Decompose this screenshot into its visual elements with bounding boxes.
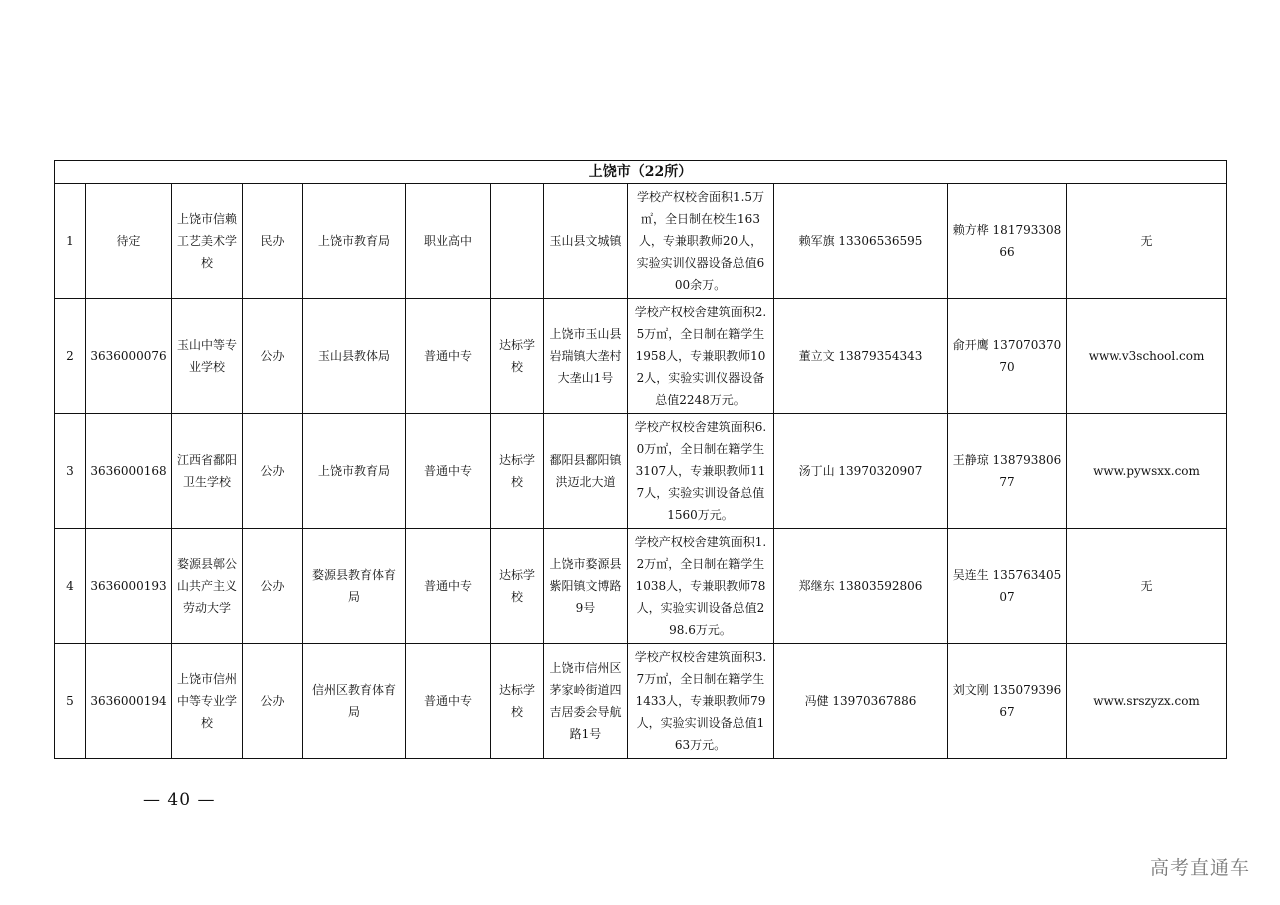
- school-code: 3636000076: [86, 299, 172, 414]
- school-level: 普通中专: [406, 414, 491, 529]
- watermark-text: 高考直通车: [1149, 857, 1250, 879]
- school-details: 学校产权校舍建筑面积6.0万㎡，全日制在籍学生3107人，专兼职教师117人，实验实训设备总值1560万元。: [628, 414, 774, 529]
- qualification-status: [491, 184, 544, 299]
- principal-contact: 赖军旗 13306536595: [774, 184, 948, 299]
- row-number: 4: [55, 529, 86, 644]
- school-website: www.pywsxx.com: [1067, 414, 1227, 529]
- principal-contact: 郑继东 13803592806: [774, 529, 948, 644]
- school-address: 上饶市信州区茅家岭街道四吉居委会导航路1号: [544, 644, 628, 759]
- school-website: 无: [1067, 184, 1227, 299]
- row-number: 3: [55, 414, 86, 529]
- principal-contact: 冯健 13970367886: [774, 644, 948, 759]
- school-website: www.srszyzx.com: [1067, 644, 1227, 759]
- school-code: 3636000194: [86, 644, 172, 759]
- school-name: 玉山中等专业学校: [172, 299, 243, 414]
- supervising-authority: 信州区教育体育局: [303, 644, 406, 759]
- school-details: 学校产权校舍建筑面积3.7万㎡，全日制在籍学生1433人，专兼职教师79人，实验实训设备总值163万元。: [628, 644, 774, 759]
- school-name: 上饶市信州中等专业学校: [172, 644, 243, 759]
- contact-person: 吴连生 13576340507: [948, 529, 1067, 644]
- school-name: 婺源县鄣公山共产主义劳动大学: [172, 529, 243, 644]
- principal-contact: 董立文 13879354343: [774, 299, 948, 414]
- row-number: 1: [55, 184, 86, 299]
- school-code: 3636000193: [86, 529, 172, 644]
- school-type: 民办: [243, 184, 303, 299]
- school-code: 待定: [86, 184, 172, 299]
- school-name: 上饶市信赖工艺美术学校: [172, 184, 243, 299]
- supervising-authority: 上饶市教育局: [303, 414, 406, 529]
- school-level: 普通中专: [406, 529, 491, 644]
- school-name: 江西省鄱阳卫生学校: [172, 414, 243, 529]
- principal-contact: 汤丁山 13970320907: [774, 414, 948, 529]
- school-level: 普通中专: [406, 299, 491, 414]
- school-address: 玉山县文城镇: [544, 184, 628, 299]
- qualification-status: 达标学校: [491, 299, 544, 414]
- contact-person: 刘文刚 13507939667: [948, 644, 1067, 759]
- qualification-status: 达标学校: [491, 414, 544, 529]
- table-row: [55, 529, 1227, 644]
- school-address: 上饶市玉山县岩瑞镇大垄村大垄山1号: [544, 299, 628, 414]
- row-number: 5: [55, 644, 86, 759]
- contact-person: 王静琼 13879380677: [948, 414, 1067, 529]
- page-number: — 40 —: [143, 790, 216, 810]
- table-header-row: [55, 161, 1227, 184]
- school-type: 公办: [243, 414, 303, 529]
- qualification-status: 达标学校: [491, 644, 544, 759]
- school-details: 学校产权校舍建筑面积2.5万㎡，全日制在籍学生1958人，专兼职教师102人，实验实训仪器设备总值2248万元。: [628, 299, 774, 414]
- supervising-authority: 上饶市教育局: [303, 184, 406, 299]
- table-row: [55, 644, 1227, 759]
- school-website: www.v3school.com: [1067, 299, 1227, 414]
- supervising-authority: 婺源县教育体育局: [303, 529, 406, 644]
- school-details: 学校产权校舍建筑面积1.2万㎡，全日制在籍学生1038人，专兼职教师78人，实验实训设备总值298.6万元。: [628, 529, 774, 644]
- school-address: 鄱阳县鄱阳镇洪迈北大道: [544, 414, 628, 529]
- table-row: [55, 184, 1227, 299]
- table-row: [55, 299, 1227, 414]
- school-type: 公办: [243, 644, 303, 759]
- school-address: 上饶市婺源县紫阳镇文博路9号: [544, 529, 628, 644]
- school-type: 公办: [243, 299, 303, 414]
- contact-person: 俞开鹰 13707037070: [948, 299, 1067, 414]
- school-type: 公办: [243, 529, 303, 644]
- city-heading: 上饶市（22所）: [55, 161, 1227, 184]
- qualification-status: 达标学校: [491, 529, 544, 644]
- row-number: 2: [55, 299, 86, 414]
- contact-person: 赖方桦 18179330866: [948, 184, 1067, 299]
- school-list-table: [54, 160, 1227, 759]
- table-row: [55, 414, 1227, 529]
- school-level: 普通中专: [406, 644, 491, 759]
- school-level: 职业高中: [406, 184, 491, 299]
- school-code: 3636000168: [86, 414, 172, 529]
- school-details: 学校产权校舍面积1.5万㎡，全日制在校生163人，专兼职教师20人，实验实训仪器设备总值600余万。: [628, 184, 774, 299]
- supervising-authority: 玉山县教体局: [303, 299, 406, 414]
- school-website: 无: [1067, 529, 1227, 644]
